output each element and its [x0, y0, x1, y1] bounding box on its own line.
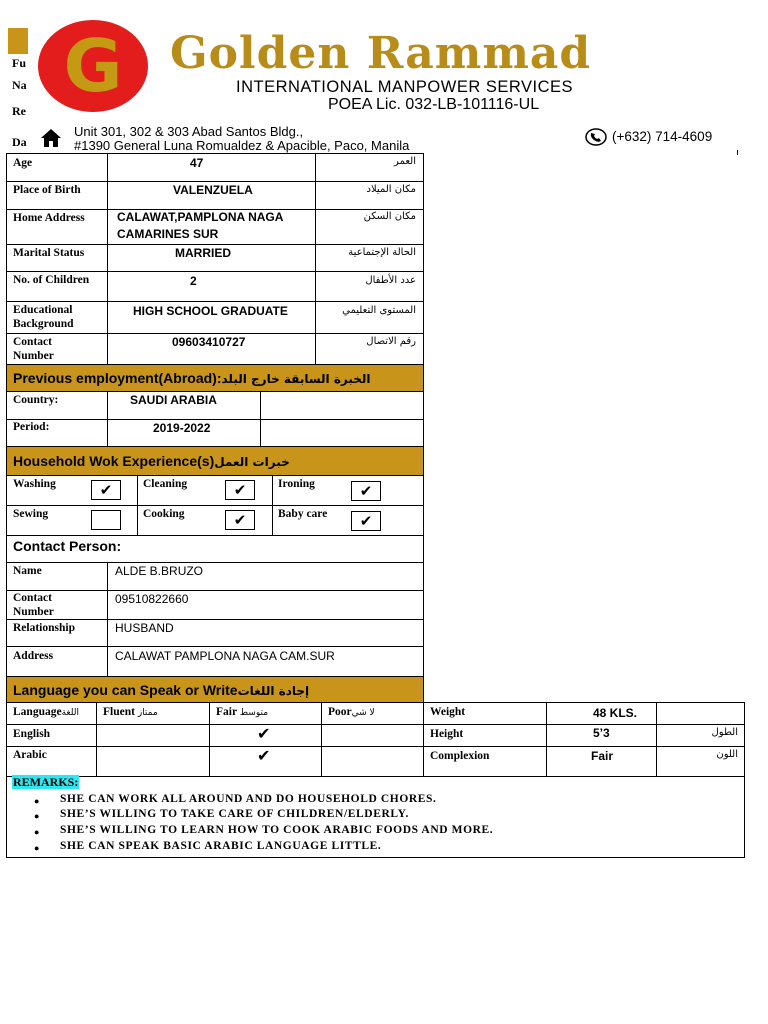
- arabic-height: الطول: [711, 727, 738, 738]
- label-children: No. of Children: [13, 274, 90, 286]
- bullet-icon: ●: [34, 811, 40, 821]
- label-education: Educational Background: [13, 304, 74, 330]
- value-contact-name: ALDE B.BRUZO: [115, 564, 204, 578]
- check-icon: ✔: [359, 512, 373, 530]
- bullet-icon: ●: [34, 827, 40, 837]
- value-children: 2: [190, 274, 197, 288]
- check-icon: ✔: [233, 511, 247, 529]
- label-height: Height: [430, 728, 464, 740]
- bullet-icon: ●: [34, 796, 40, 806]
- label-marital-status: Marital Status: [13, 247, 85, 259]
- company-name: Golden Rammad: [170, 28, 592, 79]
- remark-2: SHE’S WILLING TO TAKE CARE OF CHILDREN/ELDERLY.: [60, 808, 409, 820]
- label-contact-number: Contact Number: [13, 336, 54, 362]
- previous-employment-title-ar: الخبرة السابقة خارج البلد: [221, 372, 371, 386]
- arabic-home-address: مكان السكن: [363, 211, 416, 222]
- value-place-of-birth: VALENZUELA: [173, 183, 253, 197]
- language-arabic: Arabic: [13, 749, 47, 761]
- label-contact-person-number: Contact Number: [13, 592, 54, 618]
- arabic-contact-number: رقم الاتصال: [366, 336, 416, 347]
- household-item-cleaning: Cleaning: [143, 478, 188, 490]
- value-marital-status: MARRIED: [175, 246, 231, 260]
- household-item-cooking: Cooking: [143, 508, 185, 520]
- arabic-age: العمر: [394, 156, 416, 167]
- household-item-baby-care: Baby care: [278, 508, 328, 520]
- label-contact-name: Name: [13, 565, 42, 577]
- header-fair: Fair متوسط: [216, 706, 269, 718]
- value-age: 47: [190, 156, 204, 170]
- company-tagline: INTERNATIONAL MANPOWER SERVICES: [236, 78, 573, 96]
- language-title-ar: إجادة اللغات: [237, 684, 310, 698]
- baby-care-checkbox[interactable]: [351, 511, 381, 531]
- language-english: English: [13, 728, 51, 740]
- license-number: POEA Lic. 032-LB-101116-UL: [328, 96, 540, 113]
- check-icon: ✔: [257, 724, 271, 743]
- contact-person-title: Contact Person:: [13, 538, 122, 554]
- cleaning-checkbox[interactable]: [225, 480, 255, 500]
- remark-3: SHE’S WILLING TO LEARN HOW TO COOK ARABIC FOODS AND MORE.: [60, 824, 494, 836]
- household-item-washing: Washing: [13, 478, 56, 490]
- value-height: 5’3: [593, 726, 610, 740]
- section-household-experience: [6, 446, 424, 476]
- arabic-children: عدد الأطفال: [365, 275, 416, 286]
- check-icon: ✔: [257, 746, 271, 765]
- remark-4: SHE CAN SPEAK BASIC ARABIC LANGUAGE LITTLE.: [60, 840, 382, 852]
- header-fluent: Fluent ممتاز: [103, 706, 158, 718]
- household-title: Household Wok Experience(s): [13, 453, 215, 469]
- covered-label-religion: Re: [12, 104, 26, 118]
- company-address-line1: Unit 301, 302 & 303 Abad Santos Bldg.,: [74, 124, 304, 139]
- sewing-checkbox[interactable]: [91, 510, 121, 530]
- home-icon: [40, 128, 62, 148]
- value-contact-number: 09603410727: [172, 335, 246, 349]
- check-icon: ✔: [99, 481, 113, 499]
- label-complexion: Complexion: [430, 750, 490, 762]
- check-icon: ✔: [233, 481, 247, 499]
- cooking-checkbox[interactable]: [225, 510, 255, 530]
- check-icon: ✔: [359, 482, 373, 500]
- label-contact-address: Address: [13, 650, 54, 662]
- household-item-sewing: Sewing: [13, 508, 49, 520]
- value-period: 2019-2022: [153, 421, 211, 435]
- value-contact-address: CALAWAT PAMPLONA NAGA CAM.SUR: [115, 649, 335, 663]
- remarks-title: REMARKS:: [13, 775, 79, 789]
- phone-icon: [585, 128, 607, 146]
- previous-employment-title: Previous employment(Abroad):: [13, 370, 222, 386]
- ironing-checkbox[interactable]: [351, 481, 381, 501]
- label-relationship: Relationship: [13, 622, 75, 634]
- household-item-ironing: Ironing: [278, 478, 315, 490]
- value-relationship: HUSBAND: [115, 621, 174, 635]
- label-age: Age: [13, 157, 33, 169]
- arabic-marital-status: الحالة الإجتماعية: [348, 247, 416, 258]
- covered-label-date: Da: [12, 135, 27, 149]
- label-place-of-birth: Place of Birth: [13, 184, 81, 196]
- language-title: Language you can Speak or Write: [13, 682, 238, 698]
- value-contact-person-number: 09510822660: [115, 592, 189, 606]
- section-previous-employment: [6, 364, 424, 392]
- section-language: [6, 676, 424, 703]
- label-country: Country:: [13, 394, 59, 406]
- arabic-education: المستوى التعليمي: [342, 305, 416, 316]
- company-address-line2: #1390 General Luna Romualdez & Apacible, Paco, Manila: [74, 138, 410, 153]
- form-title-strip: [8, 28, 28, 54]
- covered-label-full: Fu: [12, 56, 27, 70]
- arabic-complexion: اللون: [716, 749, 738, 760]
- washing-checkbox[interactable]: [91, 480, 121, 500]
- covered-label-name: Na: [12, 78, 27, 92]
- label-period: Period:: [13, 421, 50, 433]
- value-complexion: Fair: [591, 749, 614, 763]
- label-home-address: Home Address: [13, 212, 85, 224]
- header-poor: Poorلا شي: [328, 706, 375, 718]
- header-language: Languageاللغة: [13, 706, 79, 718]
- value-education: HIGH SCHOOL GRADUATE: [133, 304, 288, 318]
- label-weight: Weight: [430, 706, 466, 718]
- company-phone: (+632) 714-4609: [612, 129, 713, 144]
- logo-letter: G: [63, 24, 123, 108]
- value-weight: 48 KLS.: [593, 706, 638, 720]
- value-home-address: CALAWAT,PAMPLONA NAGA CAMARINES SUR: [117, 210, 283, 241]
- value-country: SAUDI ARABIA: [130, 393, 217, 407]
- remark-1: SHE CAN WORK ALL AROUND AND DO HOUSEHOLD CHORES.: [60, 793, 437, 805]
- household-title-ar: خبرات العمل: [214, 455, 290, 469]
- arabic-place-of-birth: مكان الميلاد: [366, 184, 416, 195]
- bullet-icon: ●: [34, 843, 40, 853]
